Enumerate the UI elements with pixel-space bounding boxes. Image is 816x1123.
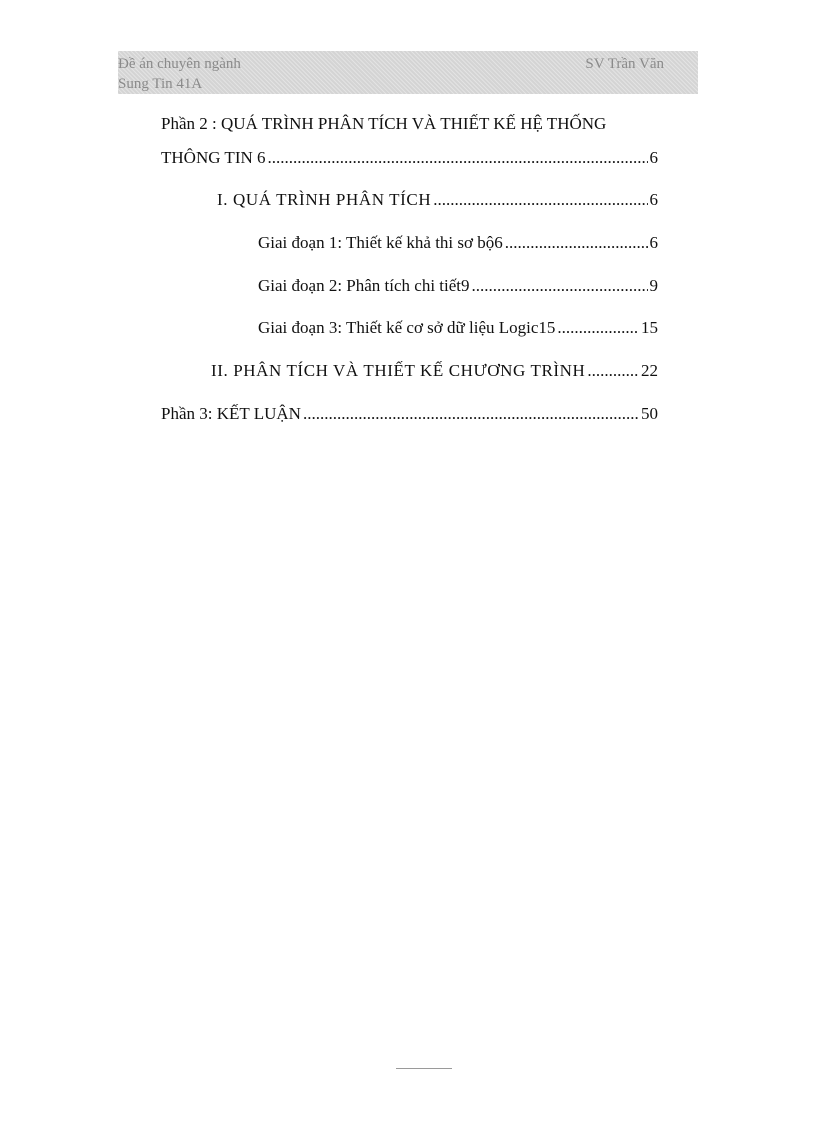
toc-entry-stage1[interactable] — [258, 232, 658, 254]
toc-leader-dots — [268, 147, 648, 169]
toc-section2-title: II. PHÂN TÍCH VÀ THIẾT KẾ CHƯƠNG TRÌNH — [211, 361, 586, 380]
toc-page-number: 6 — [649, 148, 658, 167]
toc-part2-title-line2: THÔNG TIN 6 — [161, 148, 266, 167]
toc-part3-title: Phần 3: KẾT LUẬN — [161, 404, 301, 423]
toc-page-number: 22 — [641, 361, 658, 380]
toc-leader-dots — [472, 275, 648, 297]
toc-leader-dots — [303, 403, 639, 425]
toc-section1-title: I. QUÁ TRÌNH PHÂN TÍCH — [217, 190, 432, 209]
header-class-name: Sung Tin 41A — [118, 76, 203, 92]
header-course-title: Đề án chuyên ngành — [118, 56, 241, 72]
toc-part2-title-line1[interactable]: Phần 2 : QUÁ TRÌNH PHÂN TÍCH VÀ THIẾT KẾ HỆ THỐNG — [161, 114, 607, 133]
toc-stage3-title: Giai đoạn 3: Thiết kế cơ sở dữ liệu Logic15 — [258, 318, 556, 337]
toc-stage2-title: Giai đoạn 2: Phân tích chi tiết9 — [258, 276, 470, 295]
toc-page-number: 15 — [641, 318, 658, 337]
toc-leader-dots — [433, 189, 647, 211]
toc-entry-section1[interactable] — [217, 189, 658, 211]
page-header — [118, 51, 698, 94]
header-left — [118, 54, 241, 94]
toc-leader-dots — [557, 317, 639, 339]
toc-entry-stage2[interactable] — [258, 275, 658, 297]
toc-entry-part3[interactable] — [161, 403, 658, 425]
toc-page-number: 50 — [641, 404, 658, 423]
header-student-name: SV Trần Văn — [585, 56, 664, 72]
toc-entry-part2[interactable] — [161, 147, 658, 169]
toc-page-number: 6 — [649, 233, 658, 252]
toc-leader-dots — [587, 360, 639, 382]
toc-stage1-title: Giai đoạn 1: Thiết kế khả thi sơ bộ6 — [258, 233, 503, 252]
footer-rule — [396, 1068, 452, 1069]
toc-page-number: 9 — [649, 276, 658, 295]
toc-entry-section2[interactable] — [211, 360, 658, 382]
toc-leader-dots — [505, 232, 648, 254]
toc-page-number: 6 — [649, 190, 658, 209]
toc-entry-stage3[interactable] — [258, 317, 658, 339]
